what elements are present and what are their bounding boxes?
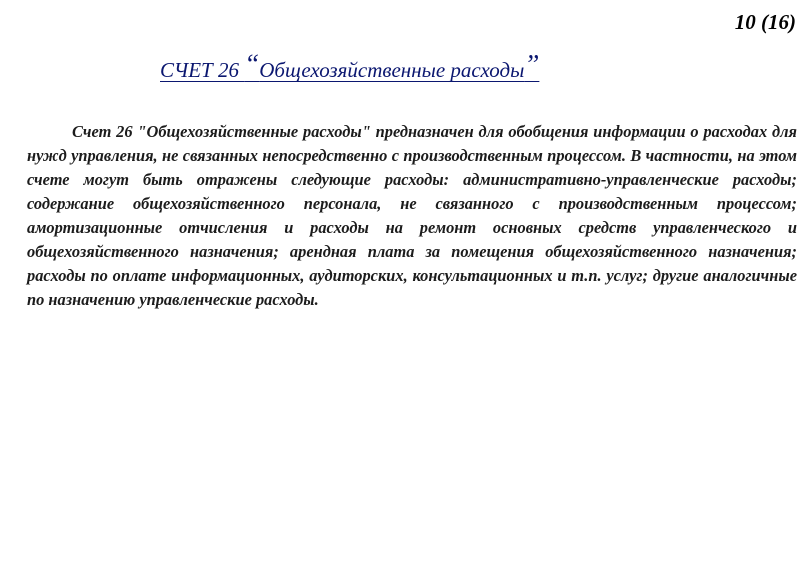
body-paragraph: Счет 26 "Общехозяйственные расходы" предназначен для обобщения информации о расходах для нужд управления, не связанных непосредственно с производственным процессом. В частности, на этом счете могут быть отражены следующие расходы: административно-управленческие расходы; содержание общехозяйственного персонала, не связанного с производственным процессом; амортизационные отчисления и расходы на ремонт основных средств управленческого и общехозяйственного назначения; арендная плата за помещения общехозяйственного назначения; расходы по оплате информационных, аудиторских, консультационных и т.п. услуг; другие аналогичные по назначению управленческие расходы. [27, 122, 797, 309]
title-open-quote: “ [244, 49, 260, 79]
title-prefix: СЧЕТ 26 [160, 58, 245, 82]
title-text: Общехозяйственные расходы [259, 58, 525, 82]
page-number: 10 (16) [734, 10, 796, 34]
title-close-quote: ” [524, 49, 540, 79]
slide-title [160, 49, 540, 83]
